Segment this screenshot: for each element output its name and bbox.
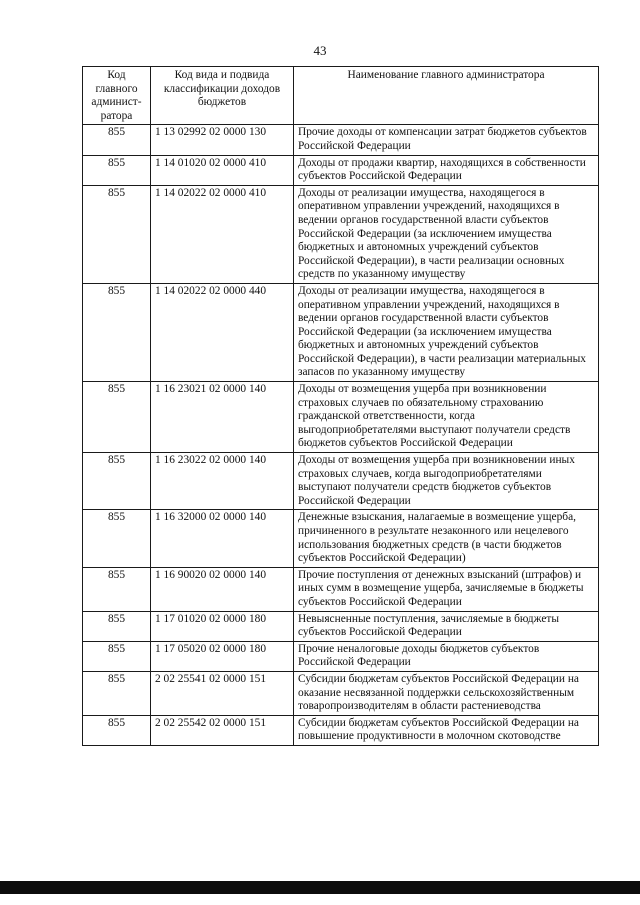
admin-code-cell: 855 bbox=[83, 125, 151, 155]
scan-edge-bar bbox=[0, 881, 640, 894]
admin-name-cell: Доходы от реализации имущества, находящегося в оперативном управлении учреждений, находящихся в ведении органов государственной власти субъектов Российской Федерации (за исключением имущества бюджетных и автономных учреждений субъектов Российской Федерации), в части реализации основных средств по указанному имуществу bbox=[294, 185, 599, 283]
admin-name-cell: Доходы от реализации имущества, находящегося в оперативном управлении учреждений, находящихся в ведении органов государственной власти субъектов Российской Федерации (за исключением имущества бюджетных и автономных учреждений субъектов Российской Федерации), в части реализации материальных запасов по указанному имуществу bbox=[294, 283, 599, 381]
admin-code-cell: 855 bbox=[83, 283, 151, 381]
income-code-cell: 1 13 02992 02 0000 130 bbox=[151, 125, 294, 155]
admin-code-cell: 855 bbox=[83, 155, 151, 185]
income-code-cell: 1 16 23022 02 0000 140 bbox=[151, 453, 294, 510]
admin-code-cell: 855 bbox=[83, 611, 151, 641]
admin-code-cell: 855 bbox=[83, 671, 151, 715]
table-row bbox=[83, 382, 599, 453]
table-row bbox=[83, 453, 599, 510]
table-row bbox=[83, 283, 599, 381]
admin-name-cell: Субсидии бюджетам субъектов Российской Федерации на оказание несвязанной поддержки сельскохозяйственным товаропроизводителям в области растениеводства bbox=[294, 671, 599, 715]
income-code-cell: 1 17 05020 02 0000 180 bbox=[151, 641, 294, 671]
admin-name-cell: Невыясненные поступления, зачисляемые в бюджеты субъектов Российской Федерации bbox=[294, 611, 599, 641]
admin-code-cell: 855 bbox=[83, 510, 151, 567]
table-row bbox=[83, 641, 599, 671]
table-row bbox=[83, 611, 599, 641]
income-code-cell: 1 17 01020 02 0000 180 bbox=[151, 611, 294, 641]
admin-name-cell: Доходы от возмещения ущерба при возникновении страховых случаев по обязательному страхованию гражданской ответственности, когда выгодоприобретателями выступают получатели средств бюджетов субъектов Российской Федерации bbox=[294, 382, 599, 453]
admin-name-cell: Доходы от возмещения ущерба при возникновении иных страховых случаев, когда выгодоприобретателями выступают получатели средств бюджетов субъектов Российской Федерации bbox=[294, 453, 599, 510]
admin-name-cell: Прочие неналоговые доходы бюджетов субъектов Российской Федерации bbox=[294, 641, 599, 671]
admin-code-cell: 855 bbox=[83, 567, 151, 611]
admin-name-cell: Доходы от продажи квартир, находящихся в собственности субъектов Российской Федерации bbox=[294, 155, 599, 185]
table-row bbox=[83, 567, 599, 611]
income-code-cell: 1 14 02022 02 0000 410 bbox=[151, 185, 294, 283]
admin-code-cell: 855 bbox=[83, 715, 151, 745]
income-code-cell: 1 14 02022 02 0000 440 bbox=[151, 283, 294, 381]
income-code-cell: 1 16 32000 02 0000 140 bbox=[151, 510, 294, 567]
revenue-administrators-table bbox=[82, 66, 599, 746]
table-header-row bbox=[83, 67, 599, 125]
table-row bbox=[83, 185, 599, 283]
income-code-cell: 1 14 01020 02 0000 410 bbox=[151, 155, 294, 185]
admin-name-cell: Субсидии бюджетам субъектов Российской Федерации на повышение продуктивности в молочном скотоводстве bbox=[294, 715, 599, 745]
admin-code-cell: 855 bbox=[83, 185, 151, 283]
header-admin-code: Код главного админист-ратора bbox=[83, 67, 151, 125]
table-row bbox=[83, 125, 599, 155]
income-code-cell: 2 02 25541 02 0000 151 bbox=[151, 671, 294, 715]
page-number: 43 bbox=[313, 43, 327, 58]
admin-name-cell: Прочие доходы от компенсации затрат бюджетов субъектов Российской Федерации bbox=[294, 125, 599, 155]
income-code-cell: 1 16 23021 02 0000 140 bbox=[151, 382, 294, 453]
admin-code-cell: 855 bbox=[83, 382, 151, 453]
table-row bbox=[83, 715, 599, 745]
income-code-cell: 1 16 90020 02 0000 140 bbox=[151, 567, 294, 611]
admin-code-cell: 855 bbox=[83, 453, 151, 510]
header-income-code: Код вида и подвида классификации доходов бюджетов bbox=[151, 67, 294, 125]
admin-name-cell: Прочие поступления от денежных взысканий (штрафов) и иных сумм в возмещение ущерба, зачисляемые в бюджеты субъектов Российской Федерации bbox=[294, 567, 599, 611]
admin-name-cell: Денежные взыскания, налагаемые в возмещение ущерба, причиненного в результате незаконного или нецелевого использования бюджетных средств (в части бюджетов субъектов Российской Федерации) bbox=[294, 510, 599, 567]
table-row bbox=[83, 671, 599, 715]
header-admin-name: Наименование главного администратора bbox=[294, 67, 599, 125]
table-row bbox=[83, 155, 599, 185]
table-row bbox=[83, 510, 599, 567]
admin-code-cell: 855 bbox=[83, 641, 151, 671]
income-code-cell: 2 02 25542 02 0000 151 bbox=[151, 715, 294, 745]
